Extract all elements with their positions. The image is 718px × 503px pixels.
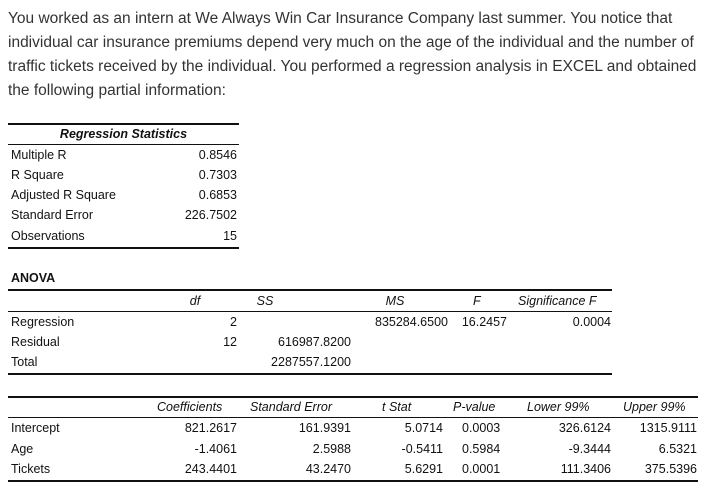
anova-ss: 616987.8200 xyxy=(278,335,351,349)
coef-value: 243.4401 xyxy=(184,462,237,476)
stat-label: Multiple R xyxy=(11,148,67,162)
anova-title: ANOVA xyxy=(11,271,56,285)
coef-row-label: Age xyxy=(11,442,34,456)
coef-lower-99: -9.3444 xyxy=(568,442,611,456)
coef-t-stat: 5.6291 xyxy=(404,462,443,476)
anova-row-label: Total xyxy=(11,355,38,369)
anova-row-label: Residual xyxy=(11,335,60,349)
coef-standard-error: 161.9391 xyxy=(298,421,351,435)
coef-standard-error: 2.5988 xyxy=(312,442,351,456)
coef-p-value: 0.0001 xyxy=(462,462,501,476)
anova-significance-f: 0.0004 xyxy=(572,315,611,329)
problem-statement: You worked as an intern at We Always Win Car Insurance Company last summer. You notice that individual car insurance premiums depend very much on the age of the individual and the number of traffic tickets received by the individual. You performed a regression analysis in EXCEL and obtained the following partial information: xyxy=(8,10,697,99)
stat-value: 0.8546 xyxy=(198,148,237,162)
coef-standard-error: 43.2470 xyxy=(305,462,351,476)
header-significance-f: Significance F xyxy=(518,294,597,308)
coef-p-value: 0.5984 xyxy=(462,442,501,456)
bottom-rule xyxy=(8,373,612,375)
header-ms: MS xyxy=(385,294,405,308)
coef-upper-99: 1315.9111 xyxy=(639,421,697,435)
coef-value: -1.4061 xyxy=(194,442,237,456)
header-t-stat: t Stat xyxy=(382,400,412,414)
header-standard-error: Standard Error xyxy=(250,400,332,414)
stat-label: Standard Error xyxy=(11,208,93,222)
stat-label: Adjusted R Square xyxy=(11,188,116,202)
anova-ss: 2287557.1200 xyxy=(271,355,351,369)
stat-value: 0.7303 xyxy=(198,168,237,182)
coef-upper-99: 375.5396 xyxy=(644,462,697,476)
coef-value: 821.2617 xyxy=(184,421,237,435)
stat-value: 15 xyxy=(223,229,237,243)
coef-t-stat: 5.0714 xyxy=(404,421,443,435)
stat-value: 0.6853 xyxy=(198,188,237,202)
header-lower-99: Lower 99% xyxy=(527,400,590,414)
coef-p-value: 0.0003 xyxy=(462,421,501,435)
coef-upper-99: 6.5321 xyxy=(658,442,697,456)
anova-f: 16.2457 xyxy=(461,315,507,329)
header-coefficients: Coefficients xyxy=(157,400,223,414)
header-df: df xyxy=(189,294,201,308)
anova-df: 12 xyxy=(223,335,237,349)
stat-label: R Square xyxy=(11,168,64,182)
header-f: F xyxy=(473,294,481,308)
header-p-value: P-value xyxy=(453,400,496,414)
coef-row-label: Intercept xyxy=(11,421,60,435)
anova-df: 2 xyxy=(230,315,237,329)
coef-row-label: Tickets xyxy=(11,462,51,476)
coef-lower-99: 111.3406 xyxy=(560,462,611,476)
anova-row-label: Regression xyxy=(11,315,75,329)
header-ss: SS xyxy=(256,294,274,308)
coef-lower-99: 326.6124 xyxy=(558,421,611,435)
stat-value: 226.7502 xyxy=(184,208,237,222)
stat-label: Observations xyxy=(11,229,85,243)
anova-ms: 835284.6500 xyxy=(375,315,448,329)
top-rule xyxy=(8,396,698,398)
coef-t-stat: -0.5411 xyxy=(401,442,443,456)
header-upper-99: Upper 99% xyxy=(623,400,686,414)
bottom-rule xyxy=(8,247,239,249)
bottom-rule xyxy=(8,480,698,482)
regression-statistics-title: Regression Statistics xyxy=(59,127,188,141)
